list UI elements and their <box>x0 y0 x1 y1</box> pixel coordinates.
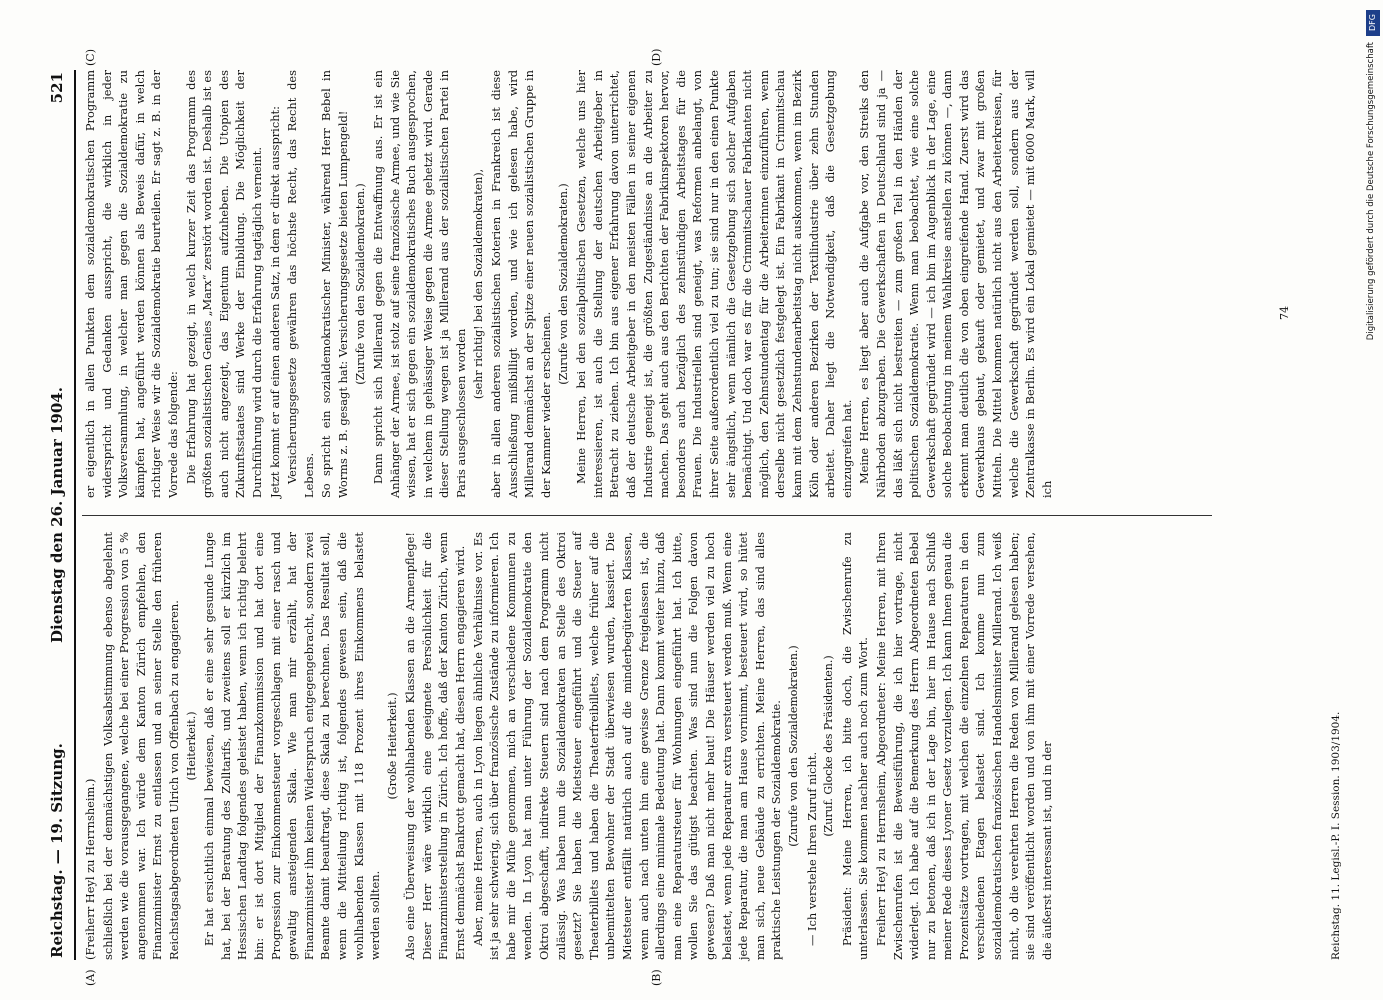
header-center: Dienstag den 26. Januar 1904. <box>48 387 66 643</box>
right-column <box>82 70 1056 498</box>
left-column-paragraph: Er hat ersichtlich einmal bewiesen, daß er eine sehr gesunde Lunge hat, bei der Beratung des Zolltarifs, und zweitens soll er kürzlich im Hessischen Landtag folgendes geleistet haben, wenn ich richtig belehrt bin: er ist dort Mitglied der Finanzkommission und hat dort eine Progression zur Einkommensteuer vorgeschlagen mit einer rasch und gewaltig ansteigenden Skala. Wie man mir erzählt, hat der Finanzminister ihm keinen Widerspruch entgegengebracht, sondern zwei Beamte damit beauftragt, diese Skala zu berechnen. Das Resultat soll, wenn die Mitteilung richtig ist, folgendes gewesen sein, daß die wohlhabenden Klassen mit 118 Prozent ihres Einkommens belastet werden sollten. <box>202 532 383 960</box>
left-column-paragraph: (Große Heiterkeit.) <box>385 692 399 800</box>
right-column-paragraph: Meine Herren, bei den sozialpolitischen Gesetzen, welche uns hier interessieren, ist auch die Stellung der deutschen Arbeitgeber in Betracht zu ziehen. Ich bin aus eigener Erfahrung davon unterrichtet, daß der deutsche Arbeitgeber in den meisten Fällen in seiner eigenen Industrie geneigt ist, die größten Zugeständnisse an die Arbeiter zu machen. Das geht auch aus den Berichten der Fabrikinspektoren hervor, besonders auch bezüglich des zehnstündigen Arbeitstages für die Frauen. Die Industriellen sind geneigt, was Reformen anbelangt, von ihrer Seite außerordentlich viel zu tun; sie sind nur in den einen Punkte sehr ängstlich, wenn nämlich die Gesetzgebung sich solcher Aufgaben bemächtigt. Und doch war es für die Crimmitschauer Fabrikanten nicht möglich, den Zehnstundentag für die Arbeiterinnen einzuführen, wenn derselbe nicht gesetzlich festgelegt ist. Ein Fabrikant in Crimmitschau kann mit dem Zehnstundenarbeitstag nicht auskommen, wenn im Bezirk Köln oder anderen Bezirken der Textilindustrie über zehn Stunden arbeitet. Daher liegt die Notwendigkeit, daß die Gesetzgebung einzugreifen hat. <box>574 70 854 498</box>
margin-mark-b: (B) <box>650 969 663 986</box>
column-divider <box>82 515 1212 516</box>
handwritten-number: 74 <box>1278 306 1291 320</box>
right-column-paragraph: Versicherungsgesetze gewähren das höchste Recht, das Recht des Lebens. <box>285 70 316 498</box>
right-column-paragraph: Dann spricht sich Millerand gegen die Entwaffnung aus. Er ist ein Anhänger der Armee, ist stolz auf seine französische Armee, und wie Sie wissen, hat er sich gegen ein sozialdemokratisches Buch ausgesprochen, in welchem in gehässiger Weise gegen die Armee gehetzt wird. Gerade dieser Stellung wegen ist ja Millerand aus der sozialistischen Partei in Paris ausgeschlossen worden <box>371 70 469 498</box>
left-column-paragraph: (Heiterkeit.) <box>184 711 198 781</box>
margin-mark-c: (C) <box>84 49 97 66</box>
digitization-credit: Digitalisierung gefördert durch die Deutsche Forschungsgemeinschaft <box>1366 42 1376 341</box>
right-column-paragraph: (sehr richtig! bei den Sozialdemokraten), <box>471 168 485 400</box>
rotated-page-content <box>40 48 1370 986</box>
page-header <box>40 70 76 960</box>
left-column-paragraph: Freiherr Heyl zu Herrnsheim, Abgeordneter: Meine Herren, mit Ihren Zwischenrufen ist die Beweisführung, die ich hier vortrage, nicht widerlegt. Ich habe auf die Bemerkung des Herrn Abgeordneten Bebel nur zu betonen, daß ich in der Lage bin, hier im Hause nach Schluß meiner Rede dieses Lyoner Gesetz vorzulegen. Ich kann Ihnen genau die Prozentsätze vortragen, mit welchen die einzelnen Reparaturen in den verschiedenen Etagen belastet sind. Ich komme nun zum sozialdemokratischen französischen Handelsminister Millerand. Ich weiß nicht, ob die verehrten Herren die Reden von Millerand gelesen haben; sie sind veröffentlicht worden und von ihm mit einer Vorrede versehen, die äußerst interessant ist, und in der <box>873 532 1054 960</box>
dfg-logo: DFG <box>1366 10 1380 36</box>
right-column-paragraph: aber in allen anderen sozialistischen Koterien in Frankreich ist diese Ausschließung mißbilligt worden, und wie ich gelesen habe, wird Millerand demnächst an der Spitze einer neuen sozialistischen Gruppe in der Kammer wieder erscheinen. <box>489 70 554 498</box>
left-column-paragraph: (Freiherr Heyl zu Herrnsheim.) <box>83 778 97 960</box>
left-column-paragraph: (Zuruf. Glocke des Präsidenten.) <box>822 655 836 837</box>
left-column <box>82 532 1056 960</box>
dfg-credit <box>1366 10 1380 990</box>
margin-mark-d: (D) <box>650 48 663 66</box>
page-number: 521 <box>48 72 66 104</box>
right-column-paragraph: Die Erfahrung hat gezeigt, in welch kurzer Zeit das Programm des größten sozialistischen Genies „Marx“ zerstört worden ist. Deshalb ist es auch nicht angezeigt, das Eigentum aufzuheben. Die Utopien des Zukunftsstaates sind Werke der Einbildung. Die Möglichkeit der Durchführung wird durch die Erfahrung tagtäglich verneint. <box>183 70 264 498</box>
right-column-paragraph: Jetzt kommt er auf einen anderen Satz, in dem er direkt ausspricht: <box>267 106 282 498</box>
margin-mark-a: (A) <box>84 969 97 986</box>
header-left: Reichstag. — 19. Sitzung. <box>48 743 66 958</box>
right-column-paragraph: er eigentlich in allen Punkten dem sozialdemokratischen Programm widerspricht und Gedanken ausspricht, die wirklich in jeder Volksversammlung, in welcher man gegen die Sozialdemokratie zu kämpfen hat, angeführt werden können als Beweis dafür, in welch richtiger Weise wir die Sozialdemokratie beurteilen. Er sagt z. B. in der Vorrede das folgende: <box>83 70 180 498</box>
header-rule <box>74 70 76 960</box>
right-column-paragraph: (Zurufe von den Sozialdemokraten.) <box>353 183 367 385</box>
right-column-paragraph: (Zurufe von den Sozialdemokraten.) <box>556 183 570 385</box>
left-column-paragraph: Aber, meine Herren, auch in Lyon liegen ähnliche Verhältnisse vor. Es ist ja sehr schwierig, sich über französische Zustände zu informieren. Ich habe mir die Mühe genommen, mich an verschiedene Kommunen zu wenden. In Lyon hat man unter Führung der Sozialdemokratie den Oktroi abgeschafft, indirekte Steuern sind nach dem Programm nicht zulässig. Was haben nun die Sozialdemokraten an Stelle des Oktroi gesetzt? Sie haben die Mietsteuer eingeführt und die Steuer auf Theaterbillets und haben die Theaterfreibillets, welche früher auf die unbemittelten Bewohner der Stadt überwiesen wurden, kassiert. Die Mietsteuer entfällt natürlich auch auf die minderbegüterten Klassen, wenn auch nach unten hin eine gewisse Grenze freigelassen ist, die allerdings eine minimale Bedeutung hat. Dann kommt weiter hinzu, daß man eine Reparatursteuer für Wohnungen eingeführt hat. Ich bitte, wollen Sie das gütigst beachten. Was sind nun die Folgen davon gewesen? Daß man nicht mehr baut! Die Häuser werden viel zu hoch belastet, wenn jede Reparatur extra versteuert werden muß. Wenn eine jede Reparatur, die man am Hause vornimmt, besteuert wird, so hütet man sich, neue Gebäude zu errichten. Meine Herren, das sind alles praktische Leistungen der Sozialdemokratie. <box>470 532 784 960</box>
right-column-paragraph: So spricht ein sozialdemokratischer Minister, während Herr Bebel in Worms z. B. gesagt hat: Versicherungsgesetze bieten Lumpengeld! <box>319 70 350 498</box>
left-column-paragraph: (Zurufe von den Sozialdemokraten.) <box>786 645 800 847</box>
left-column-paragraph: schließlich bei der demnächstigen Volksabstimmung ebenso abgelehnt werden wie die vorausgegangene, welche bei einer Progression von 5 % angenommen war. Ich würde dem Kanton Zürich empfehlen, den Finanzminister Ernst zu entlassen und an seiner Stelle den früheren Reichstagsabgeordneten Ulrich von Offenbach zu engagieren. <box>100 532 181 960</box>
left-column-paragraph: Präsident: Meine Herren, ich bitte doch, die Zwischenrufe zu unterlassen. Sie kommen nachher auch noch zum Wort. <box>839 532 871 960</box>
left-column-paragraph: — Ich verstehe Ihren Zuruf nicht. <box>804 751 819 946</box>
left-column-paragraph: Also eine Überweisung der wohlhabenden Klassen an die Armenpflege! Dieser Herr wäre wirklich eine geeignete Persönlichkeit für die Finanzministerstellung in Zürich. Ich hoffe, daß der Kanton Zürich, wenn Ernst demnächst Bankrott gemacht hat, diesen Herrn engagieren wird. <box>403 532 468 960</box>
page-footer: Reichstag. 11. Legisl.-P. I. Session. 1903/1904. <box>1330 711 1342 960</box>
right-column-paragraph: Meine Herren, es liegt aber auch die Aufgabe vor, den Streiks den Nährboden abzugraben. Die Gewerkschaften in Deutschland sind ja — das läßt sich nicht bestreiten — zum großen Teil in den Händen der politischen Sozialdemokratie. Wenn man beobachtet, wie eine solche Gewerkschaft gegründet wird — ich bin im Augenblick in der Lage, eine solche Beobachtung in meinem Wahlkreise anstellen zu können —, dann erkennt man deutlich die von oben eingreifende Hand. Zuerst wird das Gewerkhaus gebaut, gekauft oder gemietet, und zwar mit großen Mitteln. Die Mittel kommen natürlich nicht aus den Arbeiterkreisen, für welche die Gewerkschaft gegründet werden soll, sondern aus der Zentralkasse in Berlin. Es wird ein Lokal gemietet — mit 6000 Mark, will ich <box>857 70 1054 498</box>
